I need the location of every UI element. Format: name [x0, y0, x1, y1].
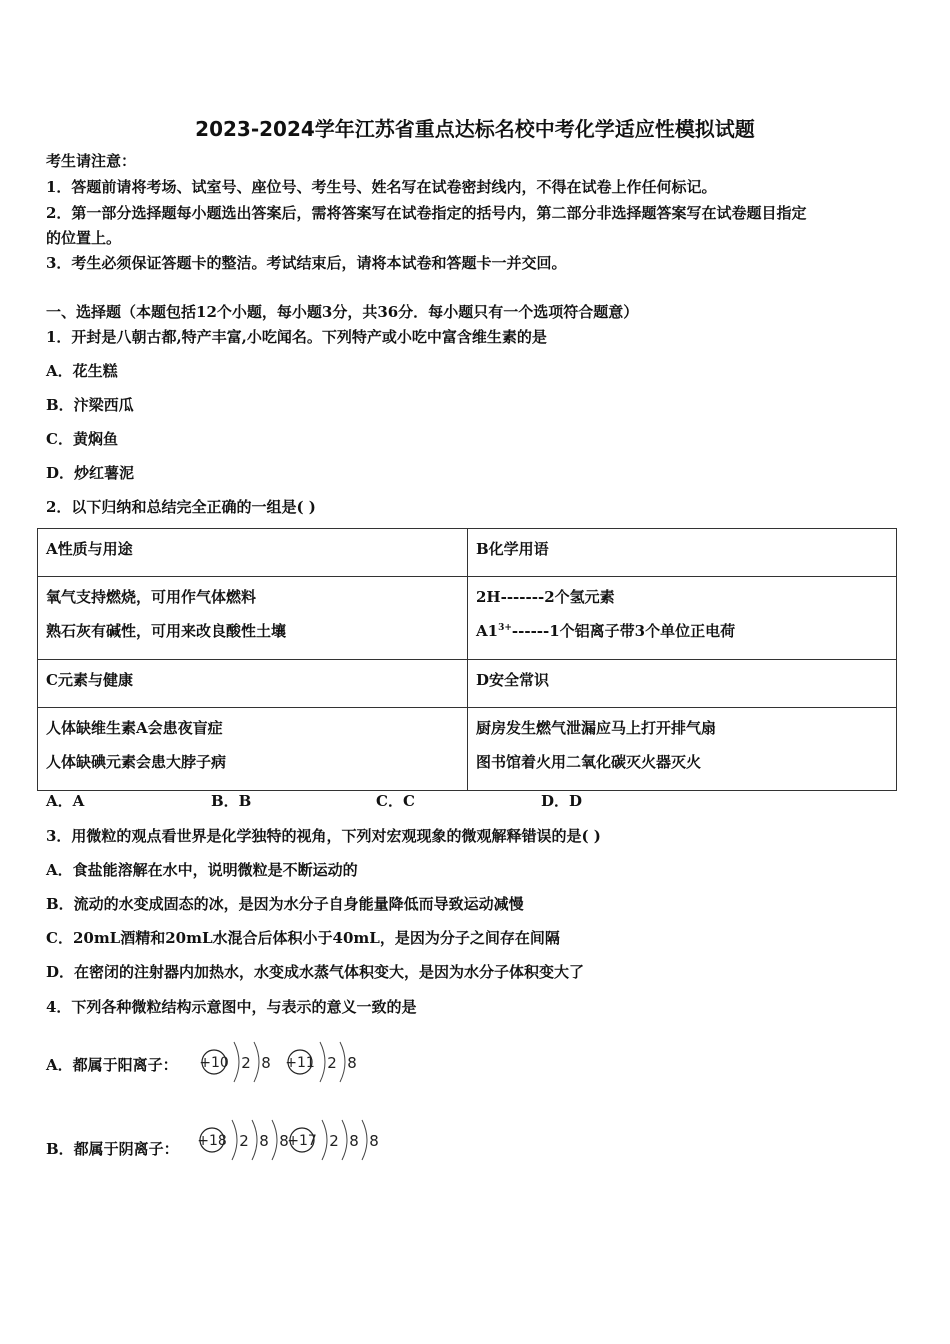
notice-item: 1．答题前请将考场、试室号、座位号、考生号、姓名写在试卷密封线内，不得在试卷上作任何标记。	[46, 178, 717, 196]
electron-shell-arc	[342, 1120, 347, 1160]
q4-option-a: A．都属于阳离子：	[46, 1056, 178, 1074]
q2-option-c: C．C	[376, 792, 415, 810]
q2-c-line: 人体缺碘元素会患大脖子病	[46, 753, 227, 771]
q2-cell-a-body	[38, 577, 468, 660]
electron-shell-arc	[234, 1042, 239, 1082]
q1-option-d: D．炒红薯泥	[46, 464, 135, 482]
cation-diagrams	[190, 1036, 370, 1092]
q2-b-line2-superscript: 3+	[498, 623, 512, 633]
q3-option-c: C．20mL酒精和20mL水混合后体积小于40mL，是因为分子之间存在间隔	[46, 929, 560, 947]
page-title: 2023-2024学年江苏省重点达标名校中考化学适应性模拟试题	[195, 117, 755, 141]
q2-b-line2-suffix: ------1个铝离子带3个单位正电荷	[511, 622, 736, 640]
electron-shell-arc	[362, 1120, 367, 1160]
q2-cell-c-body	[38, 708, 468, 791]
q2-b-line	[476, 621, 888, 641]
electron-shell-arc	[322, 1120, 327, 1160]
q2-option-b: B．B	[211, 792, 252, 810]
electron-shell-arc	[272, 1120, 277, 1160]
notice-item: 2．第一部分选择题每小题选出答案后，需将答案写在试卷指定的括号内，第二部分非选择题答案写在试卷题目指定	[46, 204, 807, 222]
electron-shell-arc	[232, 1120, 237, 1160]
electron-count: 8	[349, 1132, 359, 1150]
section-heading: 一、选择题（本题包括12个小题，每小题3分，共36分．每小题只有一个选项符合题意）	[46, 303, 639, 321]
electron-count: 2	[239, 1132, 249, 1150]
q2-b-line2-prefix: A1	[476, 622, 499, 640]
nucleus-charge: +10	[199, 1055, 229, 1071]
notice-item: 3．考生必须保证答题卡的整洁。考试结束后，请将本试卷和答题卡一并交回。	[46, 254, 567, 272]
electron-count: 8	[369, 1132, 379, 1150]
electron-shell-arc	[340, 1042, 345, 1082]
q1-option-c: C．黄焖鱼	[46, 430, 118, 448]
q2-d-line: 厨房发生燃气泄漏应马上打开排气扇	[476, 719, 717, 737]
q4-stem: 4．下列各种微粒结构示意图中，与表示的意义一致的是	[46, 998, 417, 1016]
electron-count: 2	[241, 1054, 251, 1072]
q3-option-b: B．流动的水变成固态的冰，是因为水分子自身能量降低而导致运动减慢	[46, 895, 524, 913]
q3-stem: 3．用微粒的观点看世界是化学独特的视角，下列对宏观现象的微观解释错误的是( )	[46, 827, 601, 845]
atom-diagram	[287, 1120, 379, 1160]
q4-option-b: B．都属于阴离子：	[46, 1140, 179, 1158]
atom-diagram	[199, 1042, 271, 1082]
q1-option-b: B．汴梁西瓜	[46, 396, 134, 414]
q2-option-d: D．D	[541, 792, 583, 810]
electron-shell-arc	[252, 1120, 257, 1160]
atom-diagram	[285, 1042, 357, 1082]
electron-count: 2	[329, 1132, 339, 1150]
q2-table	[37, 528, 897, 791]
q3-option-a: A．食盐能溶解在水中，说明微粒是不断运动的	[46, 861, 358, 879]
q2-cell-b-body	[468, 577, 897, 660]
q2-stem: 2．以下归纳和总结完全正确的一组是( )	[46, 498, 316, 516]
notice-heading: 考生请注意：	[46, 152, 137, 170]
nucleus-charge: +11	[285, 1055, 315, 1071]
electron-count: 8	[259, 1132, 269, 1150]
q2-a-line: 氧气支持燃烧，可用作气体燃料	[46, 588, 257, 606]
electron-count: 8	[347, 1054, 357, 1072]
q2-c-line: 人体缺维生素A会患夜盲症	[46, 719, 223, 737]
notice-item: 的位置上。	[46, 229, 122, 247]
electron-count: 8	[279, 1132, 289, 1150]
q2-cell-c-head: C元素与健康	[38, 660, 468, 708]
q2-cell-d-head: D安全常识	[468, 660, 897, 708]
nucleus-charge: +18	[197, 1133, 227, 1149]
electron-shell-arc	[254, 1042, 259, 1082]
anion-diagrams	[190, 1114, 390, 1174]
q2-a-line: 熟石灰有碱性，可用来改良酸性土壤	[46, 622, 287, 640]
q3-option-d: D．在密闭的注射器内加热水，水变成水蒸气体积变大，是因为水分子体积变大了	[46, 963, 585, 981]
electron-count: 8	[261, 1054, 271, 1072]
q2-b-line: 2H-------2个氢元素	[476, 588, 615, 606]
electron-count: 2	[327, 1054, 337, 1072]
q1-option-a: A．花生糕	[46, 362, 118, 380]
q2-cell-d-body	[468, 708, 897, 791]
q2-cell-b-head: B化学用语	[468, 529, 897, 577]
nucleus-charge: +17	[287, 1133, 317, 1149]
electron-shell-arc	[320, 1042, 325, 1082]
q1-stem: 1．开封是八朝古都,特产丰富,小吃闻名。下列特产或小吃中富含维生素的是	[46, 328, 547, 346]
atom-diagram	[197, 1120, 289, 1160]
q2-d-line: 图书馆着火用二氧化碳灭火器灭火	[476, 753, 702, 771]
q2-option-a: A．A	[46, 792, 85, 810]
q2-cell-a-head: A性质与用途	[38, 529, 468, 577]
